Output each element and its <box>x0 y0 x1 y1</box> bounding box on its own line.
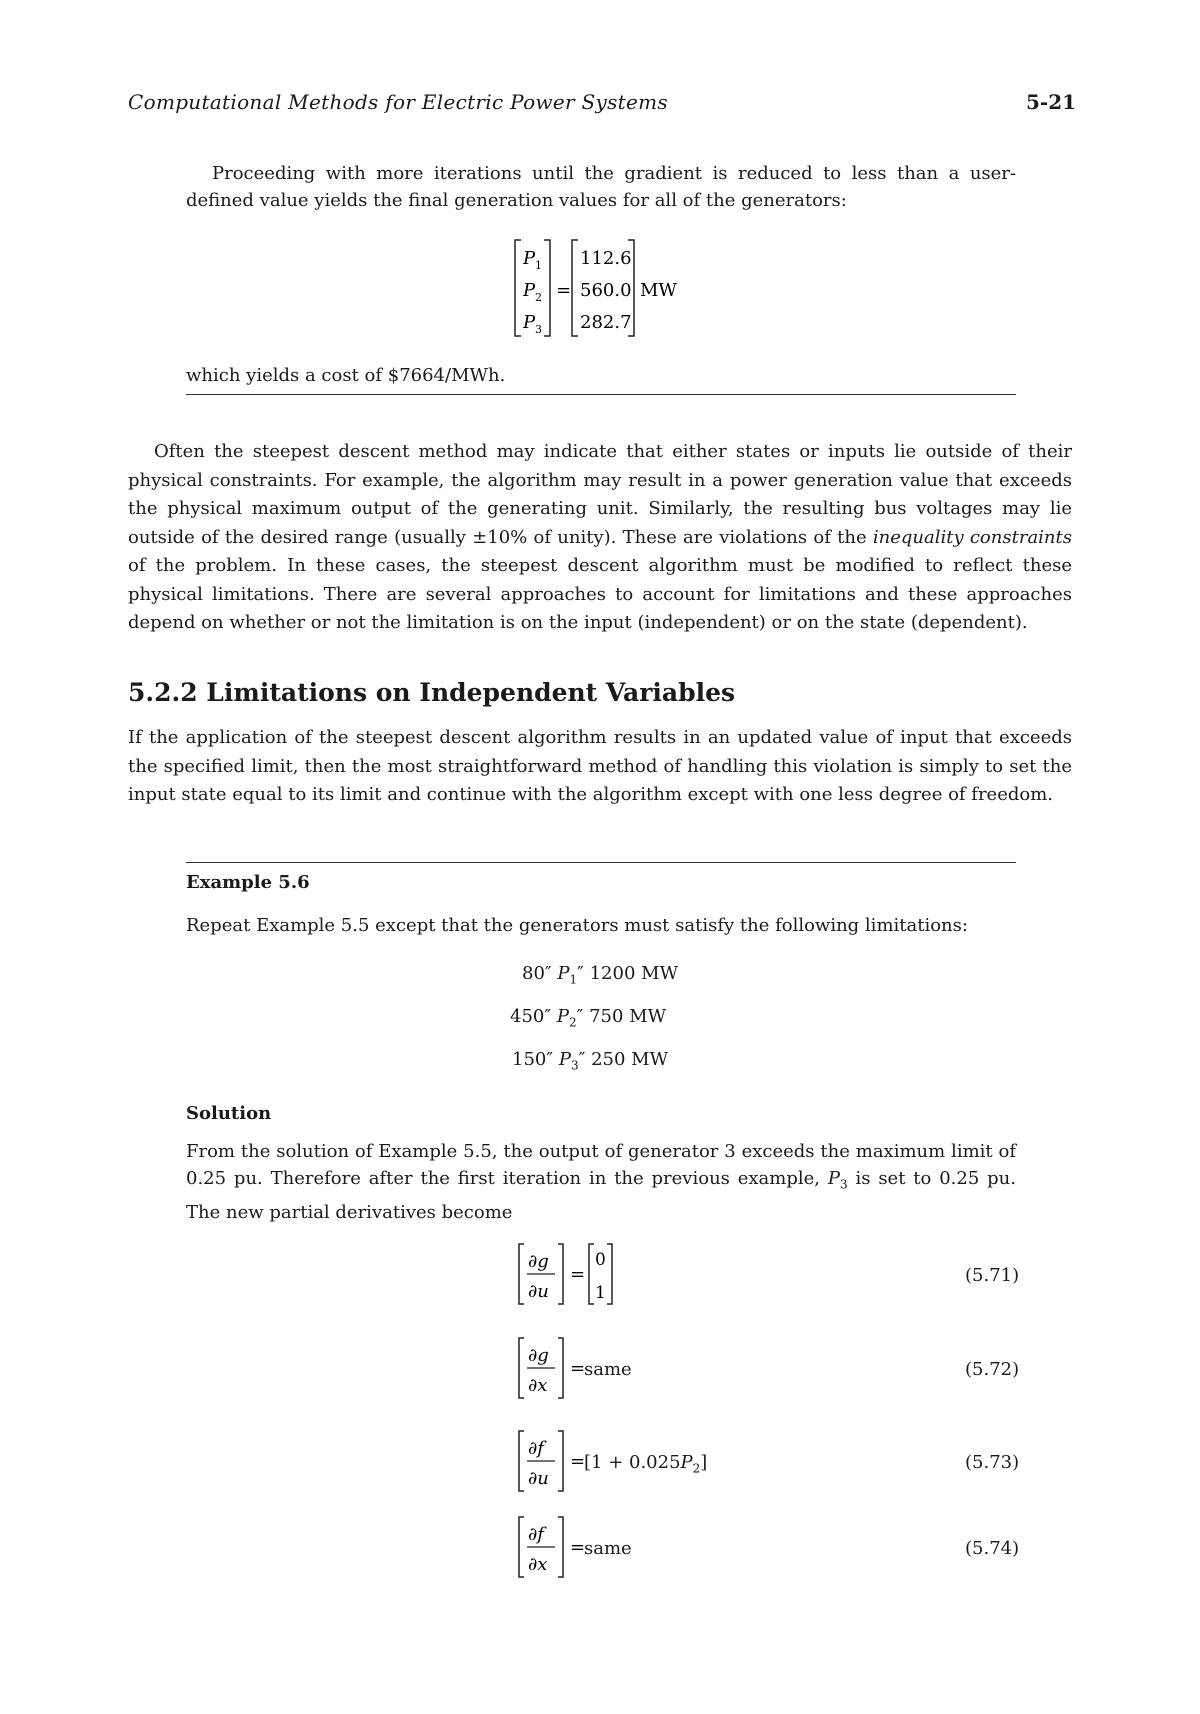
iteration-intro: Proceeding with more iterations until the gradient is reduced to less than a user-defined value yields the final generation values for all of the generators: <box>186 163 1016 211</box>
partial-denominator: ∂u <box>528 1281 549 1302</box>
equation-number: (5.72) <box>965 1359 1020 1380</box>
example-statement: Repeat Example 5.5 except that the generators must satisfy the following limitations: <box>186 915 968 936</box>
partial-denominator: ∂u <box>528 1468 549 1489</box>
example-title: Example 5.6 <box>186 872 310 893</box>
rhs-entry-1: 1 <box>595 1283 606 1303</box>
limit-row: 450″ $P_2''$ 750 MW <box>510 1006 667 1030</box>
equation-number: (5.74) <box>965 1538 1020 1559</box>
left-vector-bracket <box>515 240 521 336</box>
page-number: 5-21 <box>1026 90 1077 114</box>
value-bracket-open <box>572 240 578 336</box>
solution-title: Solution <box>186 1103 272 1124</box>
vector-var-p3: P <box>523 312 536 333</box>
equation-5-71 <box>516 1240 626 1310</box>
partial-numerator: ∂g <box>528 1251 549 1272</box>
running-title: Computational Methods for Electric Power Systems <box>128 90 668 114</box>
vector-var-p2: P <box>523 280 536 301</box>
partial-denominator: ∂x <box>528 1375 548 1396</box>
example-end-rule <box>186 394 1016 395</box>
rhs-expression: $[1 + 0.025P_2]$ <box>584 1452 708 1476</box>
vector-sub-2: 2 <box>535 291 542 304</box>
equals-sign: = <box>556 280 572 301</box>
svg-text:=: = <box>570 1451 586 1472</box>
svg-text:=: = <box>570 1537 586 1558</box>
svg-text:=: = <box>570 1358 586 1379</box>
unit-mw: MW <box>640 280 677 301</box>
rhs-entry-0: 0 <box>595 1250 606 1270</box>
final-generation-vector <box>510 236 680 342</box>
value-p1: 112.6 <box>580 248 632 269</box>
solution-paragraph: From the solution of Example 5.5, the output of generator 3 exceeds the maximum limit of 0.25 pu. Therefore after the first iteration in the previous example, $P_3$ is set to 0.25 pu. The new partial derivatives become <box>186 1141 1016 1223</box>
limit-row: 150″ $P_3''$ 250 MW <box>512 1049 669 1073</box>
value-p2: 560.0 <box>580 280 632 301</box>
section-heading: 5.2.2 Limitations on Independent Variables <box>128 678 736 707</box>
example-start-rule <box>186 862 1016 863</box>
partial-numerator: ∂f <box>528 1438 544 1459</box>
vector-sub-1: 1 <box>535 259 542 272</box>
cost-sentence: which yields a cost of $7664/MWh. <box>186 365 506 386</box>
partial-denominator: ∂x <box>528 1554 548 1575</box>
constraints-paragraph: Often the steepest descent method may indicate that either states or inputs lie outside of their physical constraints. For example, the algorithm may result in a power generation value that exceeds the physical maximum output of the generating unit. Similarly, the resulting bus voltages may lie outside of the desired range (usually ±10% of unity). These are violations of the inequality constraints of the problem. In these cases, the steepest descent algorithm must be modified to reflect these physical limitations. There are several approaches to account for limitations and these approaches depend on whether or not the limitation is on the input (independent) or on the state (dependent). <box>128 441 1072 633</box>
value-p3: 282.7 <box>580 312 632 333</box>
rhs-same: same <box>584 1359 632 1380</box>
section-paragraph: If the application of the steepest descent algorithm results in an updated value of input that exceeds the specified limit, then the most straightforward method of handling this violation is simply to set the input state equal to its limit and continue with the algorithm except with one less degree of freedom. <box>128 727 1072 805</box>
vector-sub-3: 3 <box>535 323 542 336</box>
limit-row: 80″ $P_1''$ 1200 MW <box>522 963 679 987</box>
emphasis-inequality-constraints: inequality constraints <box>872 526 1072 548</box>
equation-number: (5.73) <box>965 1452 1020 1473</box>
equation-number: (5.71) <box>965 1265 1020 1286</box>
svg-text:=: = <box>570 1264 586 1285</box>
partial-numerator: ∂g <box>528 1345 549 1366</box>
rhs-same: same <box>584 1538 632 1559</box>
partial-numerator: ∂f <box>528 1524 544 1545</box>
vector-var-p1: P <box>523 248 536 269</box>
left-vector-bracket-close <box>544 240 550 336</box>
